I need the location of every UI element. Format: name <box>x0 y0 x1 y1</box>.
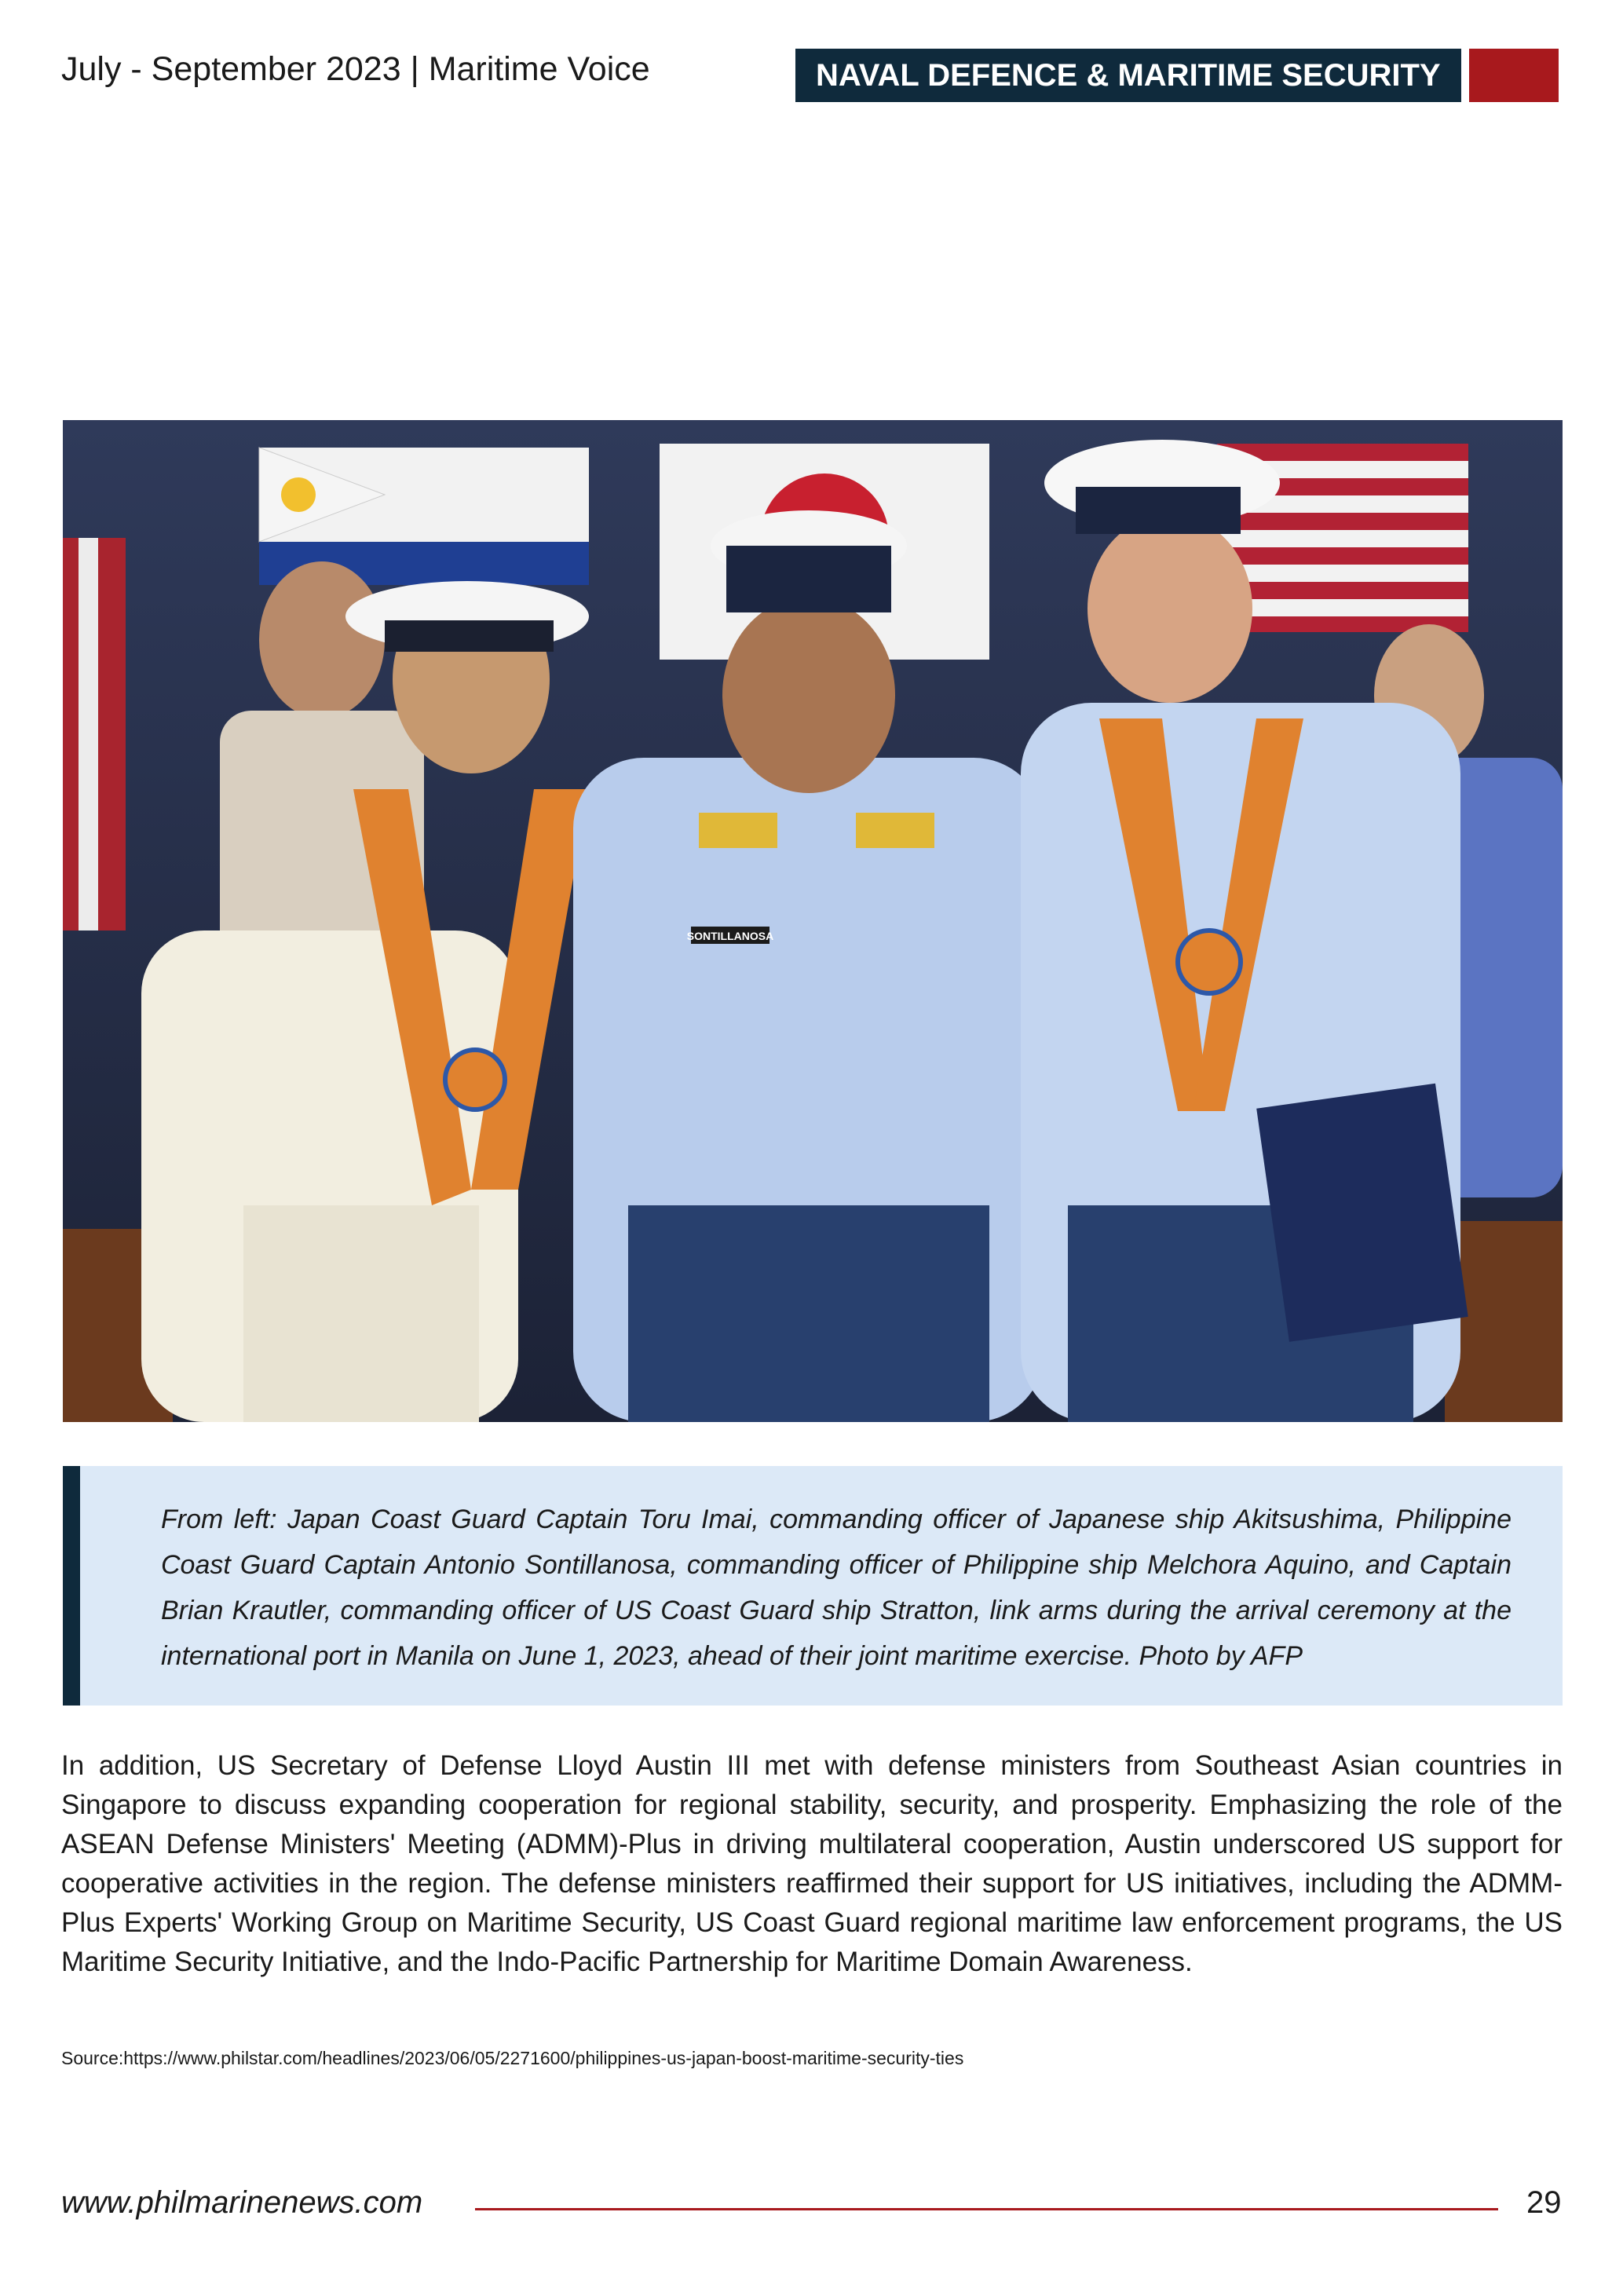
section-label: NAVAL DEFENCE & MARITIME SECURITY <box>795 49 1461 102</box>
caption-rule <box>63 1466 80 1706</box>
photo-caption-box <box>63 1466 1563 1706</box>
footer-rule <box>475 2208 1498 2210</box>
footer-website-link[interactable]: www.philmarinenews.com <box>61 2185 423 2220</box>
name-tag: SONTILLANOSA <box>686 930 774 942</box>
section-accent-block <box>1469 49 1559 102</box>
officers-photo-illustration <box>63 420 1563 1422</box>
issue-line: July - September 2023 | Maritime Voice <box>61 50 650 88</box>
section-header <box>795 49 1559 102</box>
source-link[interactable]: Source:https://www.philstar.com/headlines/2023/06/05/2271600/philippines-us-japan-boost-maritime-security-ties <box>61 2048 964 2068</box>
page-number: 29 <box>1526 2185 1562 2220</box>
article-photo <box>63 420 1563 1422</box>
article-paragraph: In addition, US Secretary of Defense Lloyd Austin III met with defense ministers from Southeast Asian countries in Singapore to discuss expanding cooperation for regional stability, security, and prosperity. Emphasizing the role of the ASEAN Defense Ministers' Meeting (ADMM)-Plus in driving multilateral cooperation, Austin underscored US support for cooperative activities in the region. The defense ministers reaffirmed their support for US initiatives, including the ADMM-Plus Experts' Working Group on Maritime Security, US Coast Guard regional maritime law enforcement programs, the US Maritime Security Initiative, and the Indo-Pacific Partnership for Maritime Domain Awareness. <box>61 1750 1563 1977</box>
photo-caption: From left: Japan Coast Guard Captain Toru Imai, commanding officer of Japanese ship Akitsushima, Philippine Coast Guard Captain Antonio Sontillanosa, commanding officer of Philippine ship Melchora Aquino, and Captain Brian Krautler, commanding officer of US Coast Guard ship Stratton, link arms during the arrival ceremony at the international port in Manila on June 1, 2023, ahead of their joint maritime exercise. Photo by AFP <box>161 1504 1512 1671</box>
